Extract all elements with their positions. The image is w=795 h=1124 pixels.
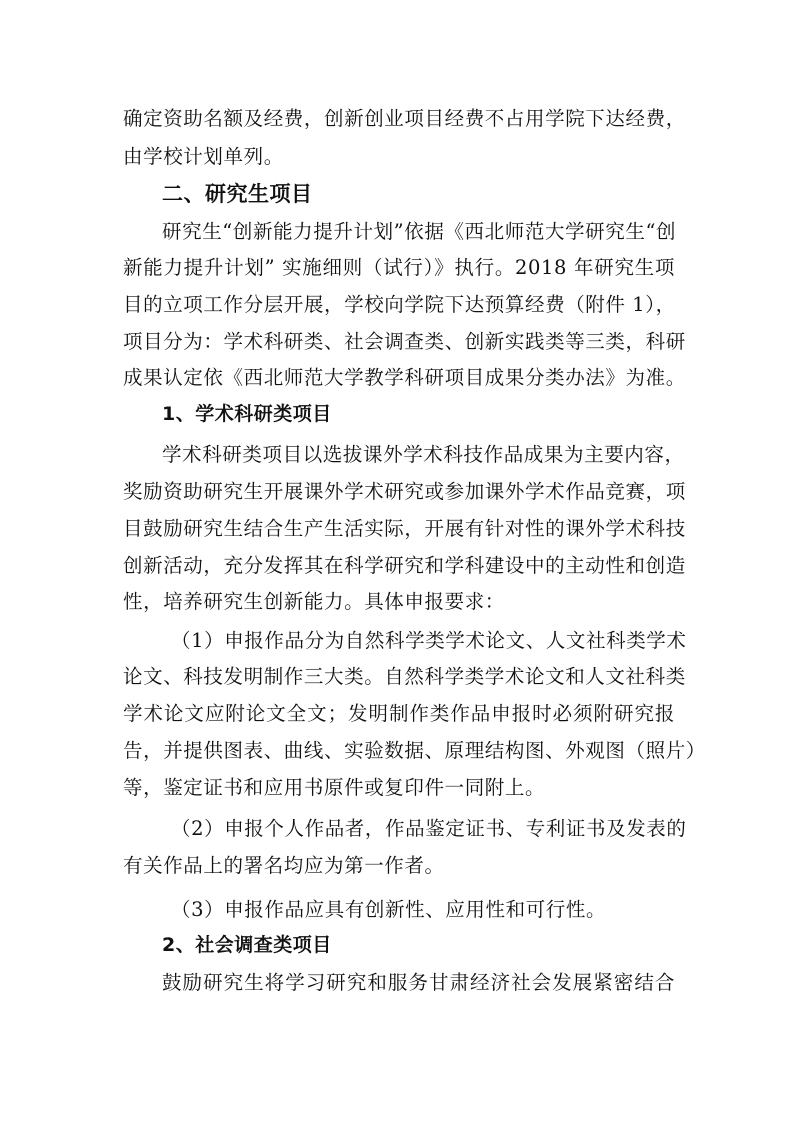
text-line: 奖励资助研究生开展课外学术研究或参加课外学术作品竞赛，项	[123, 480, 686, 503]
text-line: 性，培养研究生创新能力。具体申报要求：	[123, 590, 505, 613]
text-line: 确定资助名额及经费，创新创业项目经费不占用学院下达经费，	[123, 107, 686, 130]
text-line: （1）申报作品分为自然科学类学术论文、人文社科类学术	[171, 629, 687, 652]
text-line: 创新活动，充分发挥其在科学研究和学科建设中的主动性和创造	[123, 554, 686, 577]
text-line: 学术科研类项目以选拔课外学术科技作品成果为主要内容，	[162, 443, 685, 466]
text-line: 成果认定依《西北师范大学教学科研项目成果分类办法》为准。	[123, 366, 686, 389]
subsection-heading: 1、学术科研类项目	[162, 403, 332, 425]
text-line: 项目分为：学术科研类、社会调查类、创新实践类等三类，科研	[123, 330, 686, 353]
text-line: 论文、科技发明制作三大类。自然科学类学术论文和人文社科类	[123, 665, 686, 688]
text-line: 鼓励研究生将学习研究和服务甘肃经济社会发展紧密结合	[162, 971, 675, 994]
text-line: 等，鉴定证书和应用书原件或复印件一同附上。	[123, 776, 546, 799]
section-heading: 二、研究生项目	[162, 182, 313, 206]
text-line: （2）申报个人作品者，作品鉴定证书、专利证书及发表的	[171, 817, 687, 840]
subsection-heading: 2、社会调查类项目	[162, 934, 332, 956]
text-line: 目的立项工作分层开展，学校向学院下达预算经费（附件 1），	[123, 293, 676, 316]
text-line: 学术论文应附论文全文；发明制作类作品申报时必须附研究报	[123, 702, 675, 725]
text-line: 有关作品上的署名均应为第一作者。	[123, 854, 445, 877]
text-line: 由学校计划单列。	[123, 145, 284, 168]
text-line: 目鼓励研究生结合生产生活实际，开展有针对性的课外学术科技	[123, 517, 686, 540]
text-line: （3）申报作品应具有创新性、应用性和可行性。	[171, 898, 607, 921]
text-line: 研究生“创新能力提升计划”依据《西北师范大学研究生“创	[162, 220, 677, 243]
text-line: 告，并提供图表、曲线、实验数据、原理结构图、外观图（照片）	[123, 739, 706, 762]
text-line: 新能力提升计划” 实施细则（试行）》执行。2018 年研究生项	[123, 256, 675, 279]
